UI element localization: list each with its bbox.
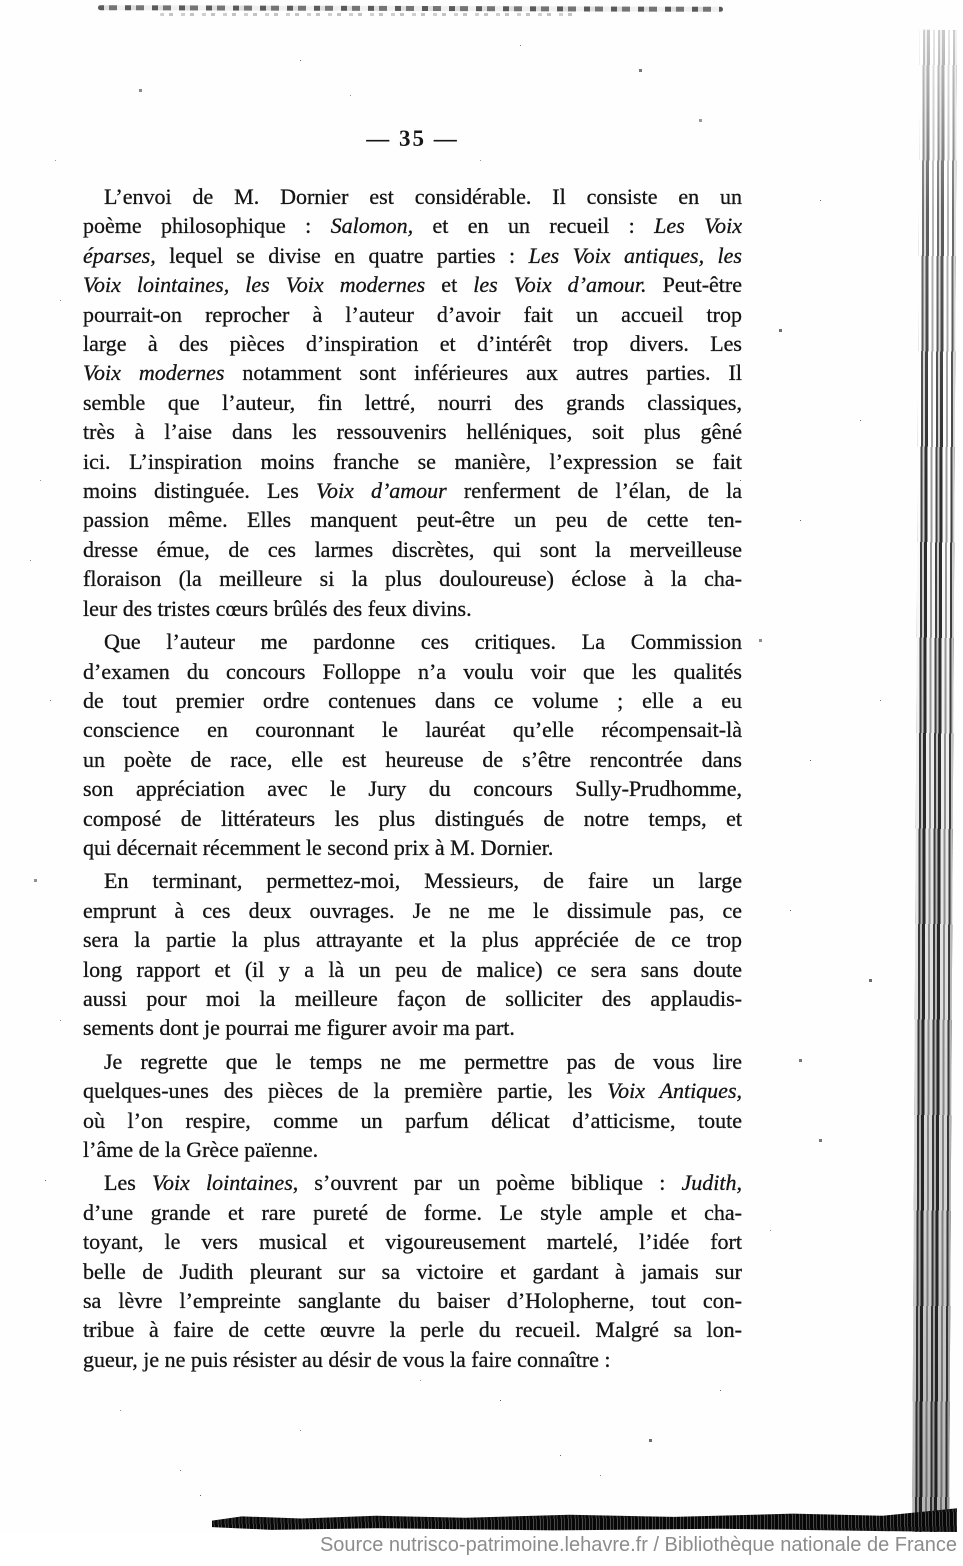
paragraph bbox=[83, 1047, 742, 1165]
attribution-bar bbox=[0, 1532, 963, 1566]
text-line: très à l’aise dans les ressouvenirs helléniques, soit plus gêné bbox=[83, 419, 742, 445]
text-line: où l’on respire, comme un parfum délicat d’atticisme, toute bbox=[83, 1107, 742, 1133]
text-line: un poète de race, elle est heureuse de s’être rencontrée dans bbox=[83, 746, 742, 772]
paragraph bbox=[83, 627, 742, 862]
text-line: long rapport et (il y a là un peu de malice) ce sera sans doute bbox=[83, 956, 742, 982]
text-line: floraison (la meilleure si la plus douloureuse) éclose à la cha- bbox=[83, 566, 742, 592]
text-line: semble que l’auteur, fin lettré, nourri des grands classiques, bbox=[83, 389, 742, 415]
page-number: — 35 — bbox=[366, 126, 459, 151]
text-line: passion même. Elles manquent peut-être un peu de cette ten- bbox=[83, 507, 742, 533]
text-block bbox=[83, 182, 742, 1378]
binding-shadow bbox=[912, 30, 957, 1532]
text-line: composé de littérateurs les plus distingués de notre temps, et bbox=[83, 805, 742, 831]
text-line: Les Voix lointaines, s’ouvrent par un poème biblique : Judith, bbox=[104, 1170, 742, 1196]
text-line: aussi pour moi la meilleure façon de solliciter des applaudis- bbox=[83, 985, 742, 1011]
text-line: conscience en couronnant le lauréat qu’elle récompensait-là bbox=[83, 717, 742, 743]
top-edge-artifact-faint bbox=[160, 13, 580, 16]
text-line: pourrait-on reprocher à l’auteur d’avoir fait un accueil trop bbox=[83, 301, 742, 327]
text-line: qui décernait récemment le second prix à M. Dornier. bbox=[83, 834, 554, 860]
text-line: moins distinguée. Les Voix d’amour renferment de l’élan, de la bbox=[83, 478, 742, 504]
text-line: tribue à faire de cette œuvre la perle du recueil. Malgré sa lon- bbox=[83, 1317, 742, 1343]
paragraph bbox=[83, 866, 742, 1042]
page-edge-smear bbox=[212, 1505, 957, 1532]
text-line: éparses, lequel se divise en quatre parties : Les Voix antiques, les bbox=[83, 242, 742, 268]
text-line: dresse émue, de ces larmes discrètes, qui sont la merveilleuse bbox=[83, 536, 742, 562]
text-line: Voix lointaines, les Voix modernes et les Voix d’amour. Peut-être bbox=[83, 272, 742, 298]
text-line: sements dont je pourrai me figurer avoir ma part. bbox=[83, 1015, 515, 1041]
text-line: toyant, le vers musical et vigoureusement martelé, l’idée fort bbox=[83, 1229, 742, 1255]
text-line: Voix modernes notamment sont inférieures aux autres parties. Il bbox=[83, 360, 742, 386]
text-line: l’âme de la Grèce païenne. bbox=[83, 1137, 319, 1162]
paragraph bbox=[83, 182, 742, 623]
text-line: d’une grande et rare pureté de forme. Le style ample et cha- bbox=[83, 1199, 742, 1225]
text-line: gueur, je ne puis résister au désir de vous la faire connaître : bbox=[83, 1346, 611, 1372]
top-edge-artifact bbox=[98, 5, 723, 12]
paper-speckles bbox=[0, 0, 1, 1]
text-line: belle de Judith pleurant sur sa victoire et gardant à jamais sur bbox=[83, 1258, 742, 1284]
text-line: Que l’auteur me pardonne ces critiques. La Commission bbox=[104, 629, 742, 655]
text-line: quelques-unes des pièces de la première partie, les Voix Antiques, bbox=[83, 1078, 743, 1104]
source-attribution: Source nutrisco-patrimoine.lehavre.fr / Bibliothèque nationale de France bbox=[319, 1534, 957, 1556]
text-line: Je regrette que le temps ne me permettre pas de vous lire bbox=[104, 1048, 742, 1074]
text-line: sa lèvre l’empreinte sanglante du baiser d’Holopherne, tout con- bbox=[83, 1288, 742, 1314]
text-line: large à des pièces d’inspiration et d’intérêt trop divers. Les bbox=[83, 331, 742, 357]
text-line: En terminant, permettez-moi, Messieurs, de faire un large bbox=[104, 868, 742, 894]
text-line: leur des tristes cœurs brûlés des feux divins. bbox=[83, 595, 472, 621]
text-line: ici. L’inspiration moins franche se manière, l’expression se fait bbox=[83, 448, 742, 474]
text-line: de tout premier ordre contenues dans ce volume ; elle a eu bbox=[83, 687, 742, 713]
paragraph bbox=[83, 1168, 742, 1374]
text-line: sera la partie la plus attrayante et la plus appréciée de ce trop bbox=[83, 927, 742, 953]
text-line: poème philosophique : Salomon, et en un recueil : Les Voix bbox=[83, 213, 742, 239]
text-line: L’envoi de M. Dornier est considérable. Il consiste en un bbox=[104, 184, 742, 209]
text-line: son appréciation avec le Jury du concours Sully-Prudhomme, bbox=[83, 776, 742, 802]
text-line: emprunt à ces deux ouvrages. Je ne me le dissimule pas, ce bbox=[83, 897, 742, 923]
text-line: d’examen du concours Folloppe n’a voulu voir que les qualités bbox=[83, 658, 742, 684]
